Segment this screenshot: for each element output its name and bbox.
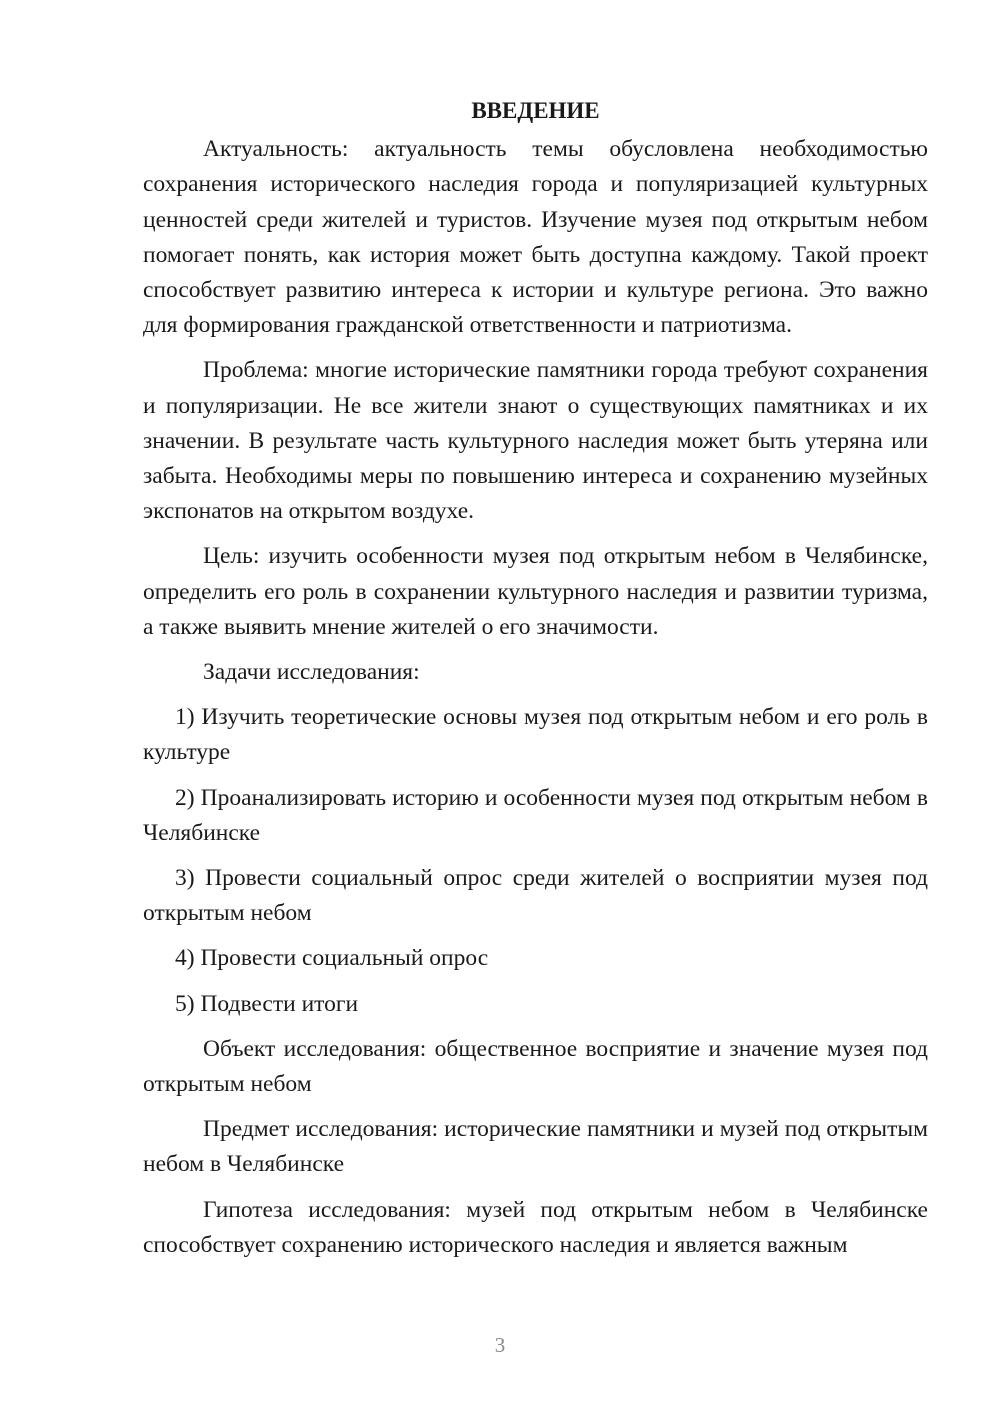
document-page <box>143 93 928 1273</box>
paragraph-goal: Цель: изучить особенности музея под открытым небом в Челябинске, определить его роль в сохранении культурного наследия и развитии туризма, а также выявить мнение жителей о его значимости. <box>143 543 928 640</box>
paragraph-problem: Проблема: многие исторические памятники города требуют сохранения и популяризации. Не все жители знают о существующих памятниках и их значении. В результате часть культурного наследия может быть утеряна или забыта. Необходимы меры по повышению интереса и сохранению музейных экспонатов на открытом воздухе. <box>143 357 928 525</box>
section-title: ВВЕДЕНИЕ <box>471 98 600 123</box>
page-number: 3 <box>494 1333 506 1357</box>
task-item-2: 2) Проанализировать историю и особенности музея под открытым небом в Челябинске <box>143 784 928 846</box>
paragraph-hypothesis: Гипотеза исследования: музей под открытым небом в Челябинске способствует сохранению исторического наследия и является важным <box>143 1196 928 1258</box>
task-item-5: 5) Подвести итоги <box>175 990 359 1017</box>
paragraph-subject: Предмет исследования: исторические памятники и музей под открытым небом в Челябинске <box>143 1116 928 1178</box>
paragraph-relevance: Актуальность: актуальность темы обусловлена необходимостью сохранения исторического наследия города и популяризацией культурных ценностей среди жителей и туристов. Изучение музея под открытым небом помогает понять, как история может быть доступна каждому. Такой проект способствует развитию интереса к истории и культуре региона. Это важно для формирования гражданской ответственности и патриотизма. <box>143 136 928 339</box>
task-item-4: 4) Провести социальный опрос <box>175 945 489 972</box>
task-item-3: 3) Провести социальный опрос среди жителей о восприятии музея под открытым небом <box>143 865 928 927</box>
paragraph-object: Объект исследования: общественное восприятие и значение музея под открытым небом <box>143 1035 928 1098</box>
task-item-1: 1) Изучить теоретические основы музея под открытым небом и его роль в культуре <box>143 704 928 766</box>
tasks-heading: Задачи исследования: <box>203 659 420 686</box>
